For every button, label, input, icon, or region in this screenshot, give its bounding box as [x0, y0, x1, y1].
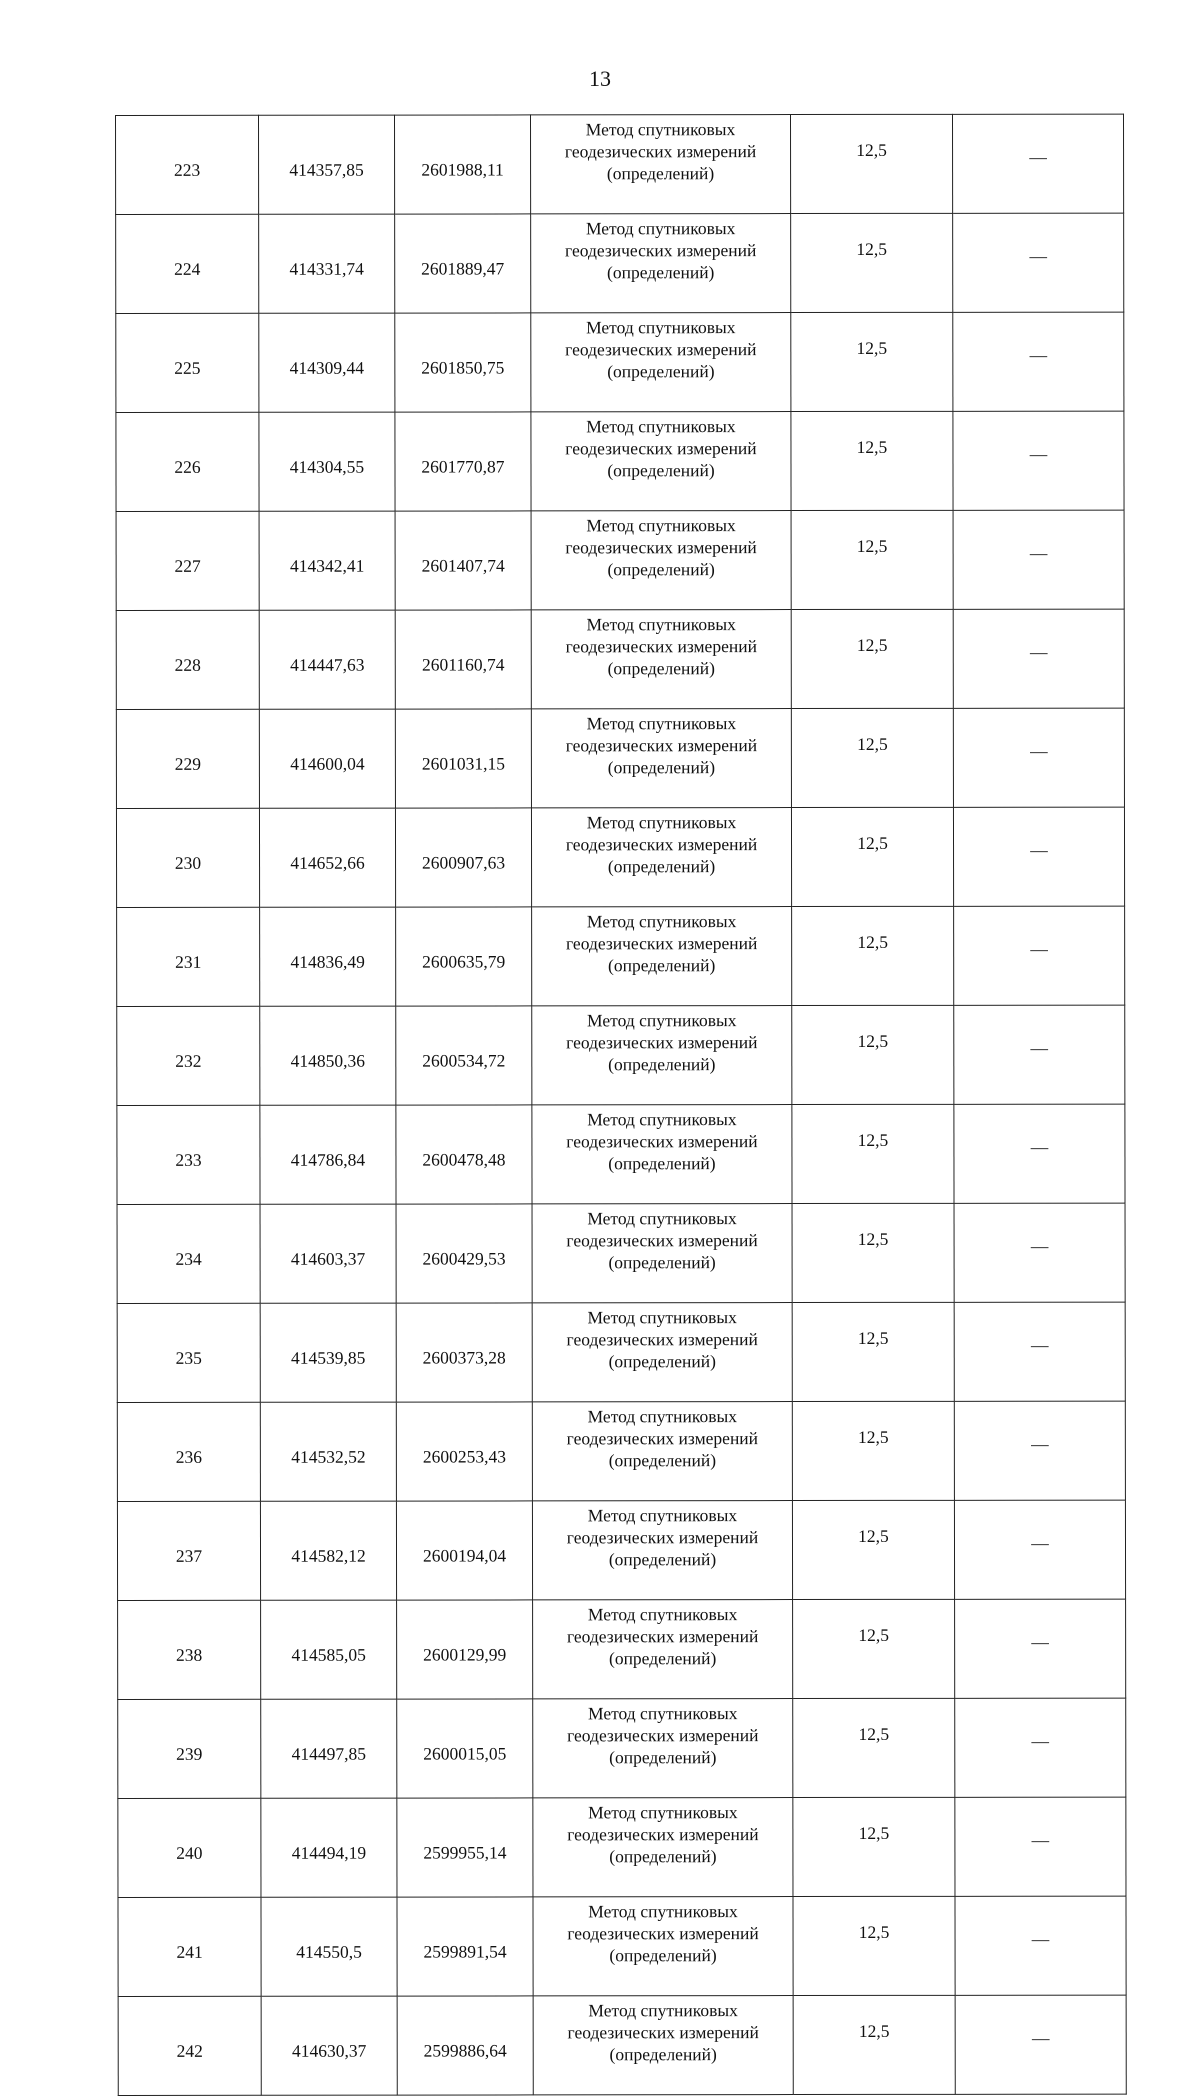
- point-number-cell: 235: [117, 1303, 260, 1402]
- method-line: геодезических измерений: [567, 1923, 759, 1944]
- table-row: [116, 609, 1124, 709]
- y-coordinate-cell: 2601889,47: [395, 214, 531, 313]
- method-line: Метод спутниковых: [587, 1307, 737, 1328]
- method-line: (определений): [609, 1747, 717, 1768]
- description-cell: —: [954, 1302, 1125, 1401]
- coordinates-table: [115, 114, 1127, 2096]
- y-coordinate-cell: 2599955,14: [397, 1798, 533, 1897]
- method-line: геодезических измерений: [567, 1824, 759, 1845]
- table-row: [118, 1698, 1126, 1798]
- method-line: (определений): [608, 1351, 716, 1372]
- table-row: [117, 1500, 1125, 1600]
- method-line: геодезических измерений: [565, 834, 758, 855]
- method-line: Метод спутниковых: [587, 1604, 738, 1625]
- x-coordinate-cell: 414447,63: [259, 610, 395, 709]
- method-cell: [531, 115, 791, 214]
- method-line: геодезических измерений: [566, 1131, 758, 1152]
- table-row: [117, 906, 1125, 1006]
- method-line: Метод спутниковых: [587, 1406, 738, 1427]
- method-cell: [532, 1402, 792, 1501]
- method-line: геодезических измерений: [567, 2022, 759, 2043]
- point-number-cell: 241: [118, 1897, 261, 1996]
- method-line: (определений): [609, 1945, 717, 1966]
- accuracy-cell: 12,5: [792, 1005, 954, 1104]
- x-coordinate-cell: 414550,5: [261, 1897, 397, 1996]
- table-row: [116, 312, 1124, 412]
- method-line: Метод спутниковых: [588, 1802, 738, 1823]
- x-coordinate-cell: 414309,44: [259, 313, 395, 412]
- table-row: [118, 1797, 1126, 1897]
- table-row: [117, 1203, 1125, 1303]
- method-line: геодезических измерений: [566, 1230, 758, 1251]
- y-coordinate-cell: 2600534,72: [396, 1006, 532, 1105]
- method-line: Метод спутниковых: [588, 2000, 738, 2021]
- method-line: геодезических измерений: [565, 735, 758, 756]
- x-coordinate-cell: 414600,04: [259, 709, 395, 808]
- point-number-cell: 229: [116, 709, 259, 808]
- description-cell: —: [955, 1698, 1126, 1797]
- x-coordinate-cell: 414494,19: [261, 1798, 397, 1897]
- x-coordinate-cell: 414850,36: [260, 1006, 396, 1105]
- y-coordinate-cell: 2600478,48: [396, 1105, 532, 1204]
- x-coordinate-cell: 414497,85: [261, 1699, 397, 1798]
- description-cell: —: [955, 1599, 1126, 1698]
- table-row: [116, 213, 1124, 313]
- method-cell: [533, 1699, 793, 1798]
- point-number-cell: 223: [116, 115, 259, 214]
- x-coordinate-cell: 414786,84: [260, 1105, 396, 1204]
- x-coordinate-cell: 414304,55: [259, 412, 395, 511]
- accuracy-cell: 12,5: [792, 1203, 954, 1302]
- y-coordinate-cell: 2599891,54: [397, 1897, 533, 1996]
- method-line: геодезических измерений: [564, 240, 757, 261]
- method-line: (определений): [608, 1054, 716, 1075]
- method-line: (определений): [607, 460, 715, 481]
- accuracy-cell: 12,5: [791, 411, 953, 510]
- method-line: геодезических измерений: [566, 1626, 759, 1647]
- table-row: [116, 510, 1124, 610]
- point-number-cell: 239: [118, 1699, 261, 1798]
- method-line: (определений): [607, 262, 715, 283]
- method-line: Метод спутниковых: [586, 317, 736, 338]
- table-row: [116, 807, 1124, 907]
- y-coordinate-cell: 2600129,99: [397, 1600, 533, 1699]
- point-number-cell: 231: [117, 907, 260, 1006]
- accuracy-cell: 12,5: [791, 708, 953, 807]
- accuracy-cell: 12,5: [792, 1302, 954, 1401]
- method-line: Метод спутниковых: [586, 911, 737, 932]
- x-coordinate-cell: 414342,41: [259, 511, 395, 610]
- y-coordinate-cell: 2601988,11: [395, 115, 531, 214]
- method-line: Метод спутниковых: [587, 1010, 737, 1031]
- method-line: геодезических измерений: [566, 1527, 759, 1548]
- point-number-cell: 240: [118, 1798, 261, 1897]
- description-cell: —: [954, 1203, 1125, 1302]
- method-cell: [532, 1204, 792, 1303]
- method-cell: [533, 1798, 793, 1897]
- method-line: Метод спутниковых: [586, 416, 736, 437]
- method-cell: [532, 1006, 792, 1105]
- x-coordinate-cell: 414603,37: [260, 1204, 396, 1303]
- description-cell: —: [954, 1104, 1125, 1203]
- y-coordinate-cell: 2601160,74: [395, 610, 531, 709]
- accuracy-cell: 12,5: [791, 114, 953, 213]
- method-line: геодезических измерений: [565, 339, 757, 360]
- accuracy-cell: 12,5: [792, 1500, 954, 1599]
- x-coordinate-cell: 414357,85: [259, 115, 395, 214]
- method-line: (определений): [608, 1153, 716, 1174]
- y-coordinate-cell: 2600373,28: [396, 1303, 532, 1402]
- table-row: [116, 114, 1124, 214]
- accuracy-cell: 12,5: [793, 1797, 955, 1896]
- method-line: (определений): [607, 757, 716, 778]
- description-cell: —: [954, 1005, 1125, 1104]
- x-coordinate-cell: 414630,37: [261, 1996, 397, 2095]
- method-line: Метод спутниковых: [585, 119, 736, 140]
- method-cell: [531, 610, 791, 709]
- method-line: (определений): [608, 1450, 717, 1471]
- method-line: Метод спутниковых: [586, 515, 736, 536]
- x-coordinate-cell: 414532,52: [260, 1402, 396, 1501]
- point-number-cell: 237: [117, 1501, 260, 1600]
- method-line: (определений): [608, 1648, 717, 1669]
- x-coordinate-cell: 414582,12: [260, 1501, 396, 1600]
- method-cell: [532, 907, 792, 1006]
- accuracy-cell: 12,5: [792, 1401, 954, 1500]
- accuracy-cell: 12,5: [793, 1599, 955, 1698]
- method-line: Метод спутниковых: [587, 1505, 738, 1526]
- accuracy-cell: 12,5: [793, 1896, 955, 1995]
- point-number-cell: 225: [116, 313, 259, 412]
- method-line: Метод спутниковых: [586, 614, 736, 635]
- method-line: Метод спутниковых: [587, 1109, 737, 1130]
- y-coordinate-cell: 2600194,04: [396, 1501, 532, 1600]
- method-cell: [532, 1303, 792, 1402]
- method-cell: [532, 1105, 792, 1204]
- method-cell: [533, 1600, 793, 1699]
- method-line: геодезических измерений: [565, 933, 758, 954]
- method-line: (определений): [608, 1252, 716, 1273]
- x-coordinate-cell: 414539,85: [260, 1303, 396, 1402]
- description-cell: —: [953, 708, 1124, 807]
- accuracy-cell: 12,5: [793, 1995, 955, 2094]
- method-line: Метод спутниковых: [588, 1901, 738, 1922]
- y-coordinate-cell: 2600635,79: [396, 907, 532, 1006]
- page-number: 13: [589, 66, 611, 91]
- description-cell: —: [955, 1995, 1126, 2094]
- method-cell: [532, 1501, 792, 1600]
- accuracy-cell: 12,5: [791, 312, 953, 411]
- y-coordinate-cell: 2601407,74: [395, 511, 531, 610]
- point-number-cell: 224: [116, 214, 259, 313]
- y-coordinate-cell: 2600253,43: [396, 1402, 532, 1501]
- method-cell: [531, 313, 791, 412]
- method-line: Метод спутниковых: [586, 812, 737, 833]
- point-number-cell: 230: [116, 808, 259, 907]
- y-coordinate-cell: 2600015,05: [397, 1699, 533, 1798]
- accuracy-cell: 12,5: [792, 906, 954, 1005]
- description-cell: —: [953, 213, 1124, 312]
- method-line: Метод спутниковых: [585, 218, 736, 239]
- accuracy-cell: 12,5: [793, 1698, 955, 1797]
- method-line: (определений): [609, 2044, 717, 2065]
- table-row: [117, 1401, 1125, 1501]
- method-cell: [531, 412, 791, 511]
- y-coordinate-cell: 2601770,87: [395, 412, 531, 511]
- y-coordinate-cell: 2600907,63: [395, 808, 531, 907]
- point-number-cell: 233: [117, 1105, 260, 1204]
- table-row: [118, 1599, 1126, 1699]
- y-coordinate-cell: 2601031,15: [395, 709, 531, 808]
- method-line: Метод спутниковых: [587, 1703, 738, 1724]
- method-line: геодезических измерений: [566, 1428, 759, 1449]
- point-number-cell: 227: [116, 511, 259, 610]
- point-number-cell: 228: [116, 610, 259, 709]
- method-line: (определений): [607, 658, 715, 679]
- method-line: (определений): [607, 559, 715, 580]
- accuracy-cell: 12,5: [791, 510, 953, 609]
- description-cell: —: [953, 411, 1124, 510]
- method-cell: [531, 511, 791, 610]
- method-line: геодезических измерений: [565, 537, 757, 558]
- description-cell: —: [955, 1896, 1126, 1995]
- point-number-cell: 236: [117, 1402, 260, 1501]
- x-coordinate-cell: 414836,49: [260, 907, 396, 1006]
- description-cell: —: [953, 609, 1124, 708]
- method-line: геодезических измерений: [566, 1329, 758, 1350]
- x-coordinate-cell: 414652,66: [259, 808, 395, 907]
- table-body: [116, 114, 1127, 2095]
- table-row: [116, 411, 1124, 511]
- accuracy-cell: 12,5: [791, 213, 953, 312]
- table-row: [117, 1104, 1125, 1204]
- x-coordinate-cell: 414331,74: [259, 214, 395, 313]
- description-cell: —: [954, 906, 1125, 1005]
- method-line: геодезических измерений: [564, 141, 757, 162]
- accuracy-cell: 12,5: [791, 609, 953, 708]
- method-line: геодезических измерений: [567, 1725, 759, 1746]
- description-cell: —: [954, 1401, 1125, 1500]
- table-row: [118, 1896, 1126, 1996]
- x-coordinate-cell: 414585,05: [261, 1600, 397, 1699]
- point-number-cell: 238: [118, 1600, 261, 1699]
- table-row: [118, 1995, 1126, 2095]
- description-cell: —: [953, 312, 1124, 411]
- table-row: [116, 708, 1124, 808]
- point-number-cell: 232: [117, 1006, 260, 1105]
- point-number-cell: 226: [116, 412, 259, 511]
- method-line: геодезических измерений: [566, 1032, 758, 1053]
- description-cell: —: [954, 1500, 1125, 1599]
- method-cell: [533, 1996, 793, 2095]
- point-number-cell: 234: [117, 1204, 260, 1303]
- description-cell: —: [952, 114, 1123, 213]
- y-coordinate-cell: 2599886,64: [397, 1996, 533, 2095]
- accuracy-cell: 12,5: [791, 807, 953, 906]
- method-line: Метод спутниковых: [586, 713, 737, 734]
- table-row: [117, 1302, 1125, 1402]
- method-line: (определений): [608, 955, 716, 976]
- method-cell: [533, 1897, 793, 1996]
- method-cell: [531, 214, 791, 313]
- description-cell: —: [953, 510, 1124, 609]
- method-line: Метод спутниковых: [587, 1208, 737, 1229]
- y-coordinate-cell: 2601850,75: [395, 313, 531, 412]
- method-line: (определений): [608, 1549, 717, 1570]
- table-row: [117, 1005, 1125, 1105]
- method-line: геодезических измерений: [565, 636, 757, 657]
- accuracy-cell: 12,5: [792, 1104, 954, 1203]
- method-line: геодезических измерений: [565, 438, 757, 459]
- point-number-cell: 242: [118, 1996, 261, 2095]
- method-line: (определений): [609, 1846, 717, 1867]
- description-cell: —: [953, 807, 1124, 906]
- y-coordinate-cell: 2600429,53: [396, 1204, 532, 1303]
- method-line: (определений): [607, 856, 716, 877]
- method-line: (определений): [606, 163, 715, 184]
- method-line: (определений): [607, 361, 715, 382]
- description-cell: —: [955, 1797, 1126, 1896]
- method-cell: [531, 709, 791, 808]
- method-cell: [531, 808, 791, 907]
